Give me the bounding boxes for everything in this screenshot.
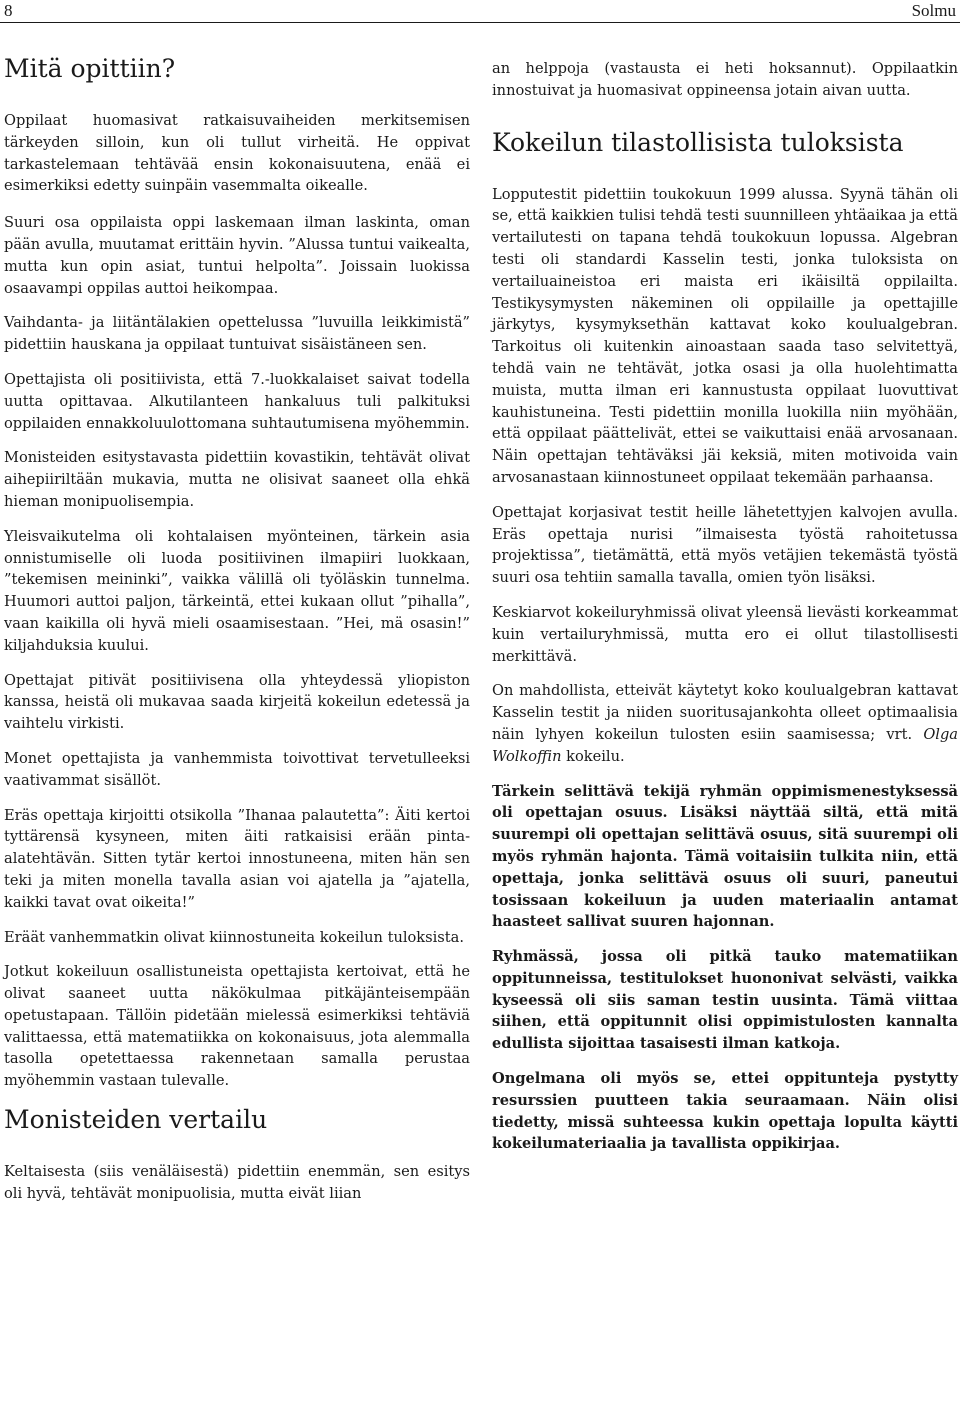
paragraph: Jotkut kokeiluun osallistuneista opettajista kertoivat, että he olivat saaneet uutta näkökulmaa pitkäjänteisempään opetustapaan. Tällöin pidetään mielessä esimerkiksi tehtäviä valittaessa, että matematiikka on kokonaisuus, jota alemmalla tasolla opetettaessa rakennetaan samalla perustaa myöhemmin vastaan tulevalle. [4, 963, 470, 1090]
paragraph-text: On mahdollista, etteivät käytetyt koko koulualgebran kattavat Kasselin testit ja niiden suoritusajankohta olleet optimaalisia näin lyhyen kokeilun tulosten esiin saamisessa; vrt. [492, 682, 958, 743]
paragraph: Eräät vanhemmatkin olivat kiinnostuneita kokeilun tuloksista. [4, 928, 464, 946]
paragraph: Opettajat pitivät positiivisena olla yhteydessä yliopiston kanssa, heistä oli mukavaa saada kirjeitä kokeilun edetessä ja vaihtelu virkisti. [4, 671, 470, 733]
page-header [0, 0, 960, 24]
paragraph [492, 680, 958, 767]
bold-paragraph: Ryhmässä, jossa oli pitkä tauko matematiikan oppitunneissa, testitulokset huononivat selvästi, vaikka kyseessä oli siis saman testin uusinta. Tämä viittaa siihen, että oppitunnit olisi oppimistulosten kannalta edullista sijoittaa tasaisesti ilman katkoja. [492, 948, 958, 1053]
running-head: Solmu [911, 1, 956, 20]
paragraph: Opettajat korjasivat testit heille lähetettyjen kalvojen avulla. Eräs opettaja nurisi ”ilmaisesta työstä rahoitetussa projektissa”, tietämättä, että myös vetäjien tekemästä työstä suuri osa tehtiin samalla tavalla, omien työn lisäksi. [492, 503, 958, 587]
bold-paragraph: Ongelmana oli myös se, ettei oppitunteja pystytty resurssien puutteen takia seuraamaan. Näin olisi tiedetty, missä suhteessa kukin opettaja lopulta käytti kokeilumateriaalia ja tavallista oppikirjaa. [492, 1070, 958, 1153]
section-heading-mita-opittiin: Mitä opittiin? [4, 54, 176, 83]
section-heading-tilastolliset-tulokset: Kokeilun tilastollisista tuloksista [492, 127, 904, 157]
paragraph: Keskiarvot kokeiluryhmissä olivat yleensä lievästi korkeammat kuin vertailuryhmissä, mutta ero ei ollut tilastollisesti merkittävä. [492, 603, 958, 665]
page-number: 8 [4, 1, 13, 20]
paragraph: Monisteiden esitystavasta pidettiin kovastikin, tehtävät olivat aihepiiriltään mukavia, mutta ne olisivat saaneet olla ehkä hieman monipuolisempia. [4, 449, 470, 510]
section-heading-monisteiden-vertailu: Monisteiden vertailu [4, 1105, 268, 1135]
paragraph: Keltaisesta (siis venäläisestä) pidettiin enemmän, sen esitys oli hyvä, tehtävät monipuolisia, mutta eivät liian [4, 1163, 470, 1202]
paragraph-text: kokeilu. [561, 747, 625, 765]
paragraph: Eräs opettaja kirjoitti otsikolla ”Ihanaa palautetta”: Äiti kertoi tyttärensä kysyneen, miten äiti ratkaisisi erään pinta-alatehtävän. Sitten tytär kertoi innostuneena, miten hän sen teki ja miten monella tavalla asian voi ajatella ja ”ajatella, kaikki tavat ovat oikeita!” [4, 806, 470, 911]
paragraph: Yleisvaikutelma oli kohtalaisen myönteinen, tärkein asia onnistumiselle oli luoda positiivinen ilmapiiri luokkaan, ”tekemisen meininki”, vaikka välillä oli työläskin tunnelma. Huumori auttoi paljon, tärkeintä, ettei kukaan ollut ”pihalla”, vaan kaikilla oli hyvä mieli osaamisestaan. ”Hei, mä osasin!” kiljahduksia kuului. [4, 527, 470, 654]
paragraph: Monet opettajista ja vanhemmista toivottivat tervetulleeksi vaativammat sisällöt. [4, 749, 470, 789]
header-rule [0, 22, 960, 23]
right-column [492, 58, 958, 1168]
paragraph: Opettajista oli positiivista, että 7.-luokkalaiset saivat todella uutta opittavaa. Alkutilanteen hankaluus tuli palkituksi oppilaiden ennakkoluulottomana suhtautumisena myöhemmin. [4, 370, 470, 432]
paragraph: Suuri osa oppilaista oppi laskemaan ilman laskinta, oman pään avulla, muutamat erittäin hyvin. ”Alussa tuntui vaikealta, mutta kun opin asiat, tuntui helpolta”. Joissain luokissa osaavampi oppilas auttoi heikompaa. [4, 214, 470, 297]
paragraph: Vaihdanta- ja liitäntälakien opettelussa ”luvuilla leikkimistä” pidettiin hauskana ja oppilaat tuntuivat sisäistäneen sen. [4, 314, 470, 354]
bold-paragraph: Tärkein selittävä tekijä ryhmän oppimismenestyksessä oli opettajan osuus. Lisäksi näyttää siltä, että mitä suurempi oli opettajan selittävä osuus, sitä suurempi oli myös ryhmän hajonta. Tämä voitaisiin tulkita niin, että opettaja, jonka selittävä osuus oli suuri, paneutui tosissaan kokeiluun ja uuden materiaalin antamat haasteet sallivat suuren hajonnan. [492, 782, 958, 931]
paragraph-continued: an helppoja (vastausta ei heti hoksannut). Oppilaatkin innostuivat ja huomasivat oppineensa jotain aivan uutta. [492, 60, 958, 99]
paragraph: Oppilaat huomasivat ratkaisuvaiheiden merkitsemisen tärkeyden silloin, kun oli tullut virheitä. He oppivat tarkastelemaan tehtävää ensin kokonaisuutena, enää ei esimerkiksi edetty suinpäin vasemmalta oikealle. [4, 112, 470, 195]
left-column [4, 46, 470, 1218]
paragraph: Lopputestit pidettiin toukokuun 1999 alussa. Syynä tähän oli se, että kaikkien tulisi tehdä testi suunnilleen yhtäaikaa ja että vertailutesti on tapana tehdä toukokuun lopussa. Algebran testi oli standardi Kasselin testi, jonka tuloksista on vertailuaineistoa eri maista eri ikäisiltä oppilailta. Testikysymysten näkeminen oli oppilaille ja opettajille järkytys, kysymyksethän kattavat koko koulualgebran. Tarkoitus oli kuitenkin ainoastaan saada taso selvitettyä, tehdä vain ne tehtävät, jotka osasi ja olla huolehtimatta muista, mutta ilman eri kannustusta oppilaat luovuttivat kauhistuneina. Testi pidettiin monilla luokilla niin myöhään, että oppilaat päättelivät, ettei se vaikuttaisi enää arvosanaan. Näin opettajan tehtäväksi jäi keksiä, miten motivoida vain arvosanastaan kiinnostuneet oppilaat tekemään parhaansa. [492, 185, 958, 486]
author-name: Olga Wolkoffin [492, 725, 958, 765]
